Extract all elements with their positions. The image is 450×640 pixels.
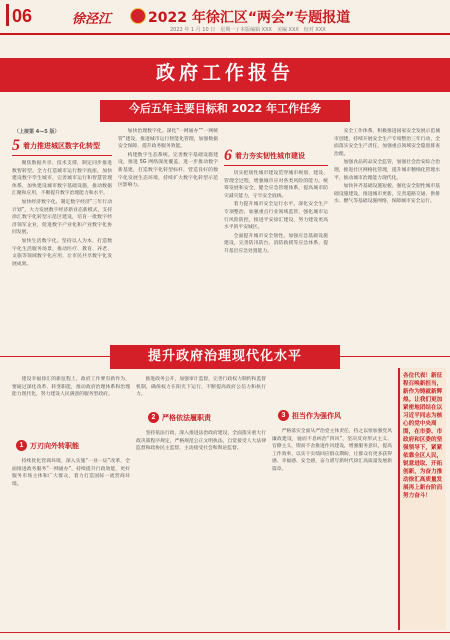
column-b2 [136, 430, 266, 628]
paragraph: 推进政务公开，加强审计监督，完善行政权力制约和监督机制，确保权力在阳光下运行，不断提高政府公信力和执行力。 [136, 377, 266, 398]
section-5-heading [12, 138, 100, 154]
continued-note: （上接第 4—5 版） [14, 129, 60, 135]
subsection-1-heading [16, 440, 79, 451]
subsection-number: 3 [278, 410, 289, 421]
column-4 [334, 128, 440, 336]
paragraph: 加快治理数字化。深化“一网通办”“一网统管”建设，推进城市运行智能化管理，加强数据安全保障，提升政务服务效能。 [118, 129, 218, 150]
subsection-number: 2 [148, 412, 159, 423]
footer-rule [0, 632, 450, 633]
paragraph: 全面提升城市安全韧性。加强应急基础设施建设，完善防汛防台、消防救援等应急体系，提升基层应急处置能力。 [224, 233, 328, 254]
column-3 [224, 170, 328, 336]
subsection-title: 万刃向外转职能 [30, 441, 79, 450]
paragraph: 建设幸福徐汇的新征程上，政府工作要有新作为，要通过深化改革、转变职能，推动政府治理体系和治理能力现代化，努力建设人民满意的服务型政府。 [12, 377, 130, 398]
closing-callout: 各位代表！新征程召唤新担当，新作为铸就新辉煌。让我们更加紧密地团结在以习近平同志为核心的党中央周围，在市委、市政府和区委的坚强领导下，紧紧依靠全区人民，锐意进取、开拓创新，为奋力推动徐汇高质量发展再上新台阶而努力奋斗！ [398, 368, 446, 630]
section-title: 着力夯实韧性城市建设 [235, 152, 305, 160]
paragraph: 加强食品药品安全监管，加强社会治安综合治理，推进社区网格化管理，提升城市精细化管理水平，推动城市治理能力现代化。 [334, 160, 440, 181]
section-underline [12, 155, 112, 156]
bottom-intro [12, 376, 130, 424]
paragraph: 着力提升城市安全运行水平。深化安全生产专项整治，加强重点行业领域监管，强化城市运行风险防控，推进平安徐汇建设，努力建设更高水平的平安城区。 [224, 202, 328, 231]
subsection-2-heading [148, 412, 211, 423]
paragraph: 坚持依法行政，深入推进法治政府建设，全面落实重大行政决策程序规定，严格规范公正文明执法，自觉接受人大法律监督和政协民主监督，主动接受社会和舆论监督。 [136, 431, 266, 452]
paragraph: 严格落实全面从严治党主体责任，持之以恒加强党风廉政建设，驰而不息纠治“四风”，坚决反对形式主义、官僚主义，锲而不舍推进作风建设，增强服务意识，提高工作效率，以实干实绩回应群众期盼，让群众有更多获得感、幸福感、安全感，奋力谱写新时代徐汇高质量发展新篇章。 [272, 429, 392, 472]
paragraph: 加快补齐基础设施短板。强化安全韧性城市基础设施建设，推进城市更新，完善道路交通、供排水、燃气等基础设施网络，保障城市安全运行。 [334, 184, 440, 205]
section-number: 5 [12, 137, 20, 154]
column-b1 [12, 458, 130, 628]
paragraph: 加快生活数字化。坚持以人为本，打造数字化生活服务场景，推动医疗、教育、养老、文旅等领域数字化应用，让市民共享数字化发展成果。 [12, 238, 112, 267]
dateline: 2022 年 1 月 10 日 星期一 / 本版编辑 XXX 美编 XXX 校对 XXX [170, 27, 326, 33]
emblem-icon [130, 8, 146, 24]
page-title: 政府工作报告 [155, 62, 294, 84]
column-b2-top [136, 376, 266, 406]
section-underline [224, 165, 328, 166]
column-1 [12, 160, 112, 336]
section-number: 6 [224, 147, 232, 164]
subsection-title: 严格依法履职责 [162, 413, 211, 422]
subsection-3-heading [278, 410, 341, 421]
paragraph: 加快经济数字化。制定数字经济“三年行动计划”，大力发展数字经济新业态新模式，支持徐汇数字化转型示范区建设，培育一批数字经济领军企业，促进数字产业化和产业数字化协同发展。 [12, 199, 112, 236]
section-title: 着力推进城区数字化转型 [23, 142, 100, 150]
newspaper-logo: 徐泾江 [72, 12, 112, 27]
paragraph: 持续优化营商环境，深入实施“一业一证”改革，全面推进政务服务“一网通办”，持续提升行政效能，更好服务市场主体和广大群众，着力打造国际一流营商环境。 [12, 459, 130, 487]
paragraph: 安全工作体系，积极推进国家安全发展示范城市创建，持续开展安全生产专项整治三年行动，全面落实安全生产责任，加强重点领域安全隐患排查治理。 [334, 129, 440, 157]
column-2 [118, 128, 218, 336]
paragraph: 切实把韧性城市建设贯穿城市规划、建设、管理全过程，增强城市应对各类风险的能力。统筹发展和安全，健全应急管理体系，提高城市防灾减灾能力，守牢安全底线。 [224, 171, 328, 199]
masthead [0, 0, 450, 34]
special-report-headline: 2022 年徐汇区“两会”专题报道 [148, 10, 351, 26]
header-rule [0, 33, 450, 35]
mid-section-banner: 提升政府治理现代化水平 [110, 345, 340, 369]
column-b3 [272, 428, 392, 628]
paragraph: 构建数字生态系统。完善数字基础设施建设，推进 5G 网络深度覆盖，进一步推动数字新基建，打造数字化转型标杆，营造良好的数字化发展生态环境，持续扩大数字化转型示范区影响力。 [118, 152, 218, 189]
subsection-title: 担当作为强作风 [292, 411, 341, 420]
page-number-bar [6, 4, 9, 26]
page-number: 06 [12, 6, 33, 26]
subsection-number: 1 [16, 440, 27, 451]
paragraph: 聚焦数据共享、技术支撑，制定同步推进数智转型。全力打造城市运行数字底座，加快建设数字孪生城市，完善城市运行和智慧管理体系，加快建设城市数字基础设施，推动数据汇聚和应用，不断提升数字治理能力和水平。 [12, 161, 112, 197]
section-6-heading [224, 148, 305, 164]
subtitle-banner: 今后五年主要目标和 2022 年工作任务 [100, 100, 350, 122]
